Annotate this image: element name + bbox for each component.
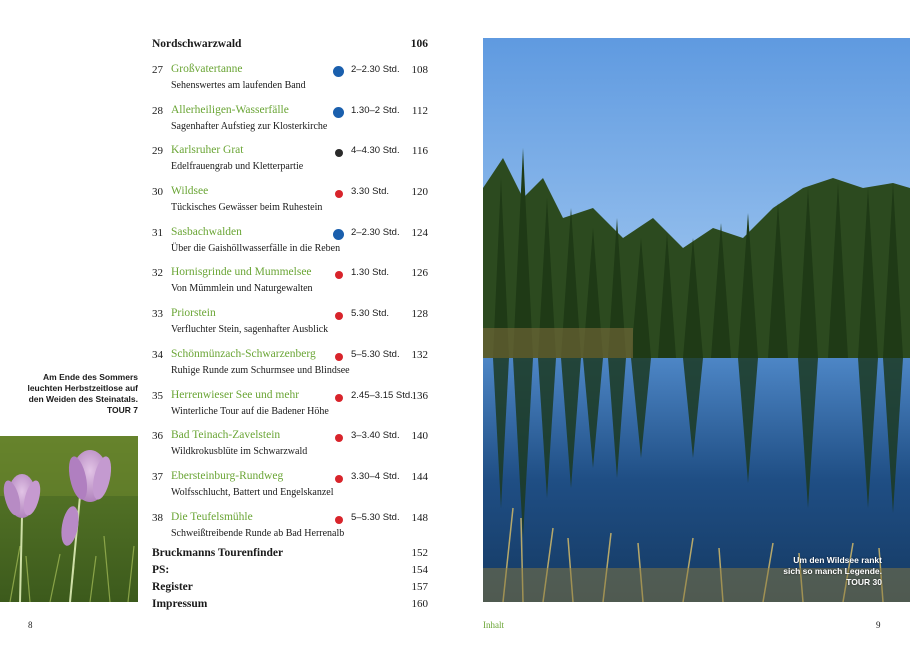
toc-entry [152, 296, 428, 337]
footer-item-label: Bruckmanns Tourenfinder [152, 546, 284, 559]
tour-duration: 1.30 Std. [351, 267, 390, 279]
toc-entry [152, 459, 428, 500]
tour-subtitle: Wolfsschlucht, Battert und Engelskanzel [171, 486, 334, 498]
tour-subtitle: Über die Gaishöllwasserfälle in die Reben [171, 242, 341, 254]
section-title: Nordschwarzwald [152, 38, 242, 50]
tour-subtitle: Schweißtreibende Runde ab Bad Herrenalb [171, 527, 345, 539]
tour-subtitle: Sagenhafter Aufstieg zur Klosterkirche [171, 120, 328, 132]
page-number-left: 8 [28, 620, 33, 630]
caption-line: Um den Wildsee rankt [793, 555, 882, 565]
tour-title: Schönmünzach-Schwarzenberg [171, 347, 316, 360]
difficulty-dot-icon [335, 516, 343, 524]
photo-caption-left [14, 372, 138, 416]
toc-entry [152, 418, 428, 459]
toc-entry [152, 133, 428, 174]
page-number-right: 9 [876, 620, 881, 630]
toc-footer-item [152, 544, 428, 561]
tour-subtitle: Edelfrauengrab und Kletterpartie [171, 161, 304, 173]
tour-duration: 5–5.30 Std. [351, 348, 400, 360]
difficulty-dot-icon [335, 149, 343, 157]
tour-subtitle: Sehenswertes am laufenden Band [171, 80, 306, 91]
tour-page: 136 [411, 389, 428, 402]
tour-number: 35 [152, 389, 163, 402]
tour-page: 124 [411, 226, 428, 239]
tour-page: 148 [411, 511, 428, 524]
running-head: Inhalt [483, 620, 504, 630]
toc-entry [152, 337, 428, 378]
caption-line: sich so manch Legende. [783, 566, 882, 576]
footer-item-page: 152 [411, 546, 428, 559]
difficulty-dot-icon [333, 66, 344, 77]
toc-entry [152, 255, 428, 296]
difficulty-dot-icon [335, 434, 343, 442]
toc-footer-item [152, 578, 428, 595]
toc-entry [152, 500, 428, 541]
tour-number: 34 [152, 348, 163, 361]
tour-page: 116 [411, 145, 428, 158]
caption-line: den Weiden des Steinatals. [28, 394, 138, 404]
tour-number: 37 [152, 470, 163, 483]
tour-title: Sasbachwalden [171, 225, 242, 238]
footer-item-label: Impressum [152, 597, 208, 610]
footer-item-label: Register [152, 580, 193, 593]
tour-title: Karlsruher Grat [171, 144, 244, 157]
tour-number: 28 [152, 104, 163, 117]
tour-number: 36 [152, 430, 163, 443]
tour-number: 32 [152, 267, 163, 280]
tour-subtitle: Wildkrokusblüte im Schwarzwald [171, 446, 308, 458]
tour-page: 108 [411, 64, 428, 76]
difficulty-dot-icon [333, 229, 344, 240]
toc-footer-items [152, 544, 428, 612]
tour-number: 30 [152, 186, 163, 199]
photo-caption-right [782, 555, 882, 588]
tour-number: 27 [152, 64, 163, 76]
toc-entry [152, 378, 428, 419]
toc-footer-item [152, 595, 428, 612]
difficulty-dot-icon [335, 394, 343, 402]
caption-tour-ref: TOUR 7 [106, 405, 138, 415]
toc-entries [152, 52, 428, 540]
difficulty-dot-icon [333, 107, 344, 118]
footer-item-page: 160 [411, 597, 428, 610]
footer-item-label: PS: [152, 563, 170, 576]
tour-page: 132 [411, 348, 428, 361]
tour-page: 120 [411, 186, 428, 199]
tour-duration: 2.45–3.15 Std. [351, 389, 413, 401]
tour-number: 29 [152, 145, 163, 158]
tour-subtitle: Winterliche Tour auf die Badener Höhe [171, 405, 329, 417]
caption-line: Am Ende des Sommers [43, 372, 138, 382]
crocus-photo [0, 436, 138, 602]
difficulty-dot-icon [335, 271, 343, 279]
difficulty-dot-icon [335, 312, 343, 320]
tour-title: Bad Teinach-Zavelstein [171, 429, 281, 442]
footer-item-page: 154 [411, 563, 428, 576]
tour-duration: 3.30–4 Std. [351, 470, 400, 482]
tour-title: Herrenwieser See und mehr [171, 388, 300, 401]
tour-duration: 4–4.30 Std. [351, 145, 400, 157]
tour-title: Priorstein [171, 307, 216, 320]
toc-entry [152, 174, 428, 215]
tour-subtitle: Verfluchter Stein, sagenhafter Ausblick [171, 324, 329, 336]
tour-subtitle: Ruhige Runde zum Schurmsee und Blindsee [171, 364, 350, 376]
table-of-contents [152, 36, 428, 612]
tour-duration: 1.30–2 Std. [351, 104, 400, 116]
toc-entry [152, 215, 428, 256]
toc-entry [152, 52, 428, 93]
footer-item-page: 157 [411, 580, 428, 593]
tour-title: Hornisgrinde und Mummelsee [171, 266, 312, 279]
tour-duration: 3.30 Std. [351, 186, 390, 198]
tour-subtitle: Von Mümmlein und Naturgewalten [171, 283, 313, 295]
tour-page: 112 [411, 104, 428, 117]
caption-tour-ref: TOUR 30 [846, 577, 882, 587]
tour-page: 140 [411, 430, 428, 443]
toc-footer-item [152, 561, 428, 578]
section-heading [152, 36, 428, 52]
tour-title: Ebersteinburg-Rundweg [171, 469, 284, 482]
tour-page: 144 [411, 470, 428, 483]
tour-number: 33 [152, 308, 163, 321]
tour-duration: 2–2.30 Std. [351, 64, 400, 75]
tour-duration: 2–2.30 Std. [351, 226, 400, 238]
tour-page: 128 [411, 308, 428, 321]
tour-title: Wildsee [171, 185, 209, 198]
tour-title: Großvatertanne [171, 63, 243, 75]
section-page: 106 [410, 38, 428, 50]
wildsee-lake-photo [483, 38, 910, 602]
tour-duration: 3–3.40 Std. [351, 430, 400, 442]
toc-entry [152, 93, 428, 134]
tour-subtitle: Tückisches Gewässer beim Ruhestein [171, 202, 323, 214]
difficulty-dot-icon [335, 190, 343, 198]
tour-number: 38 [152, 511, 163, 524]
tour-duration: 5–5.30 Std. [351, 511, 400, 523]
tour-title: Die Teufelsmühle [171, 510, 253, 523]
tour-page: 126 [411, 267, 428, 280]
tour-number: 31 [152, 226, 163, 239]
caption-line: leuchten Herbstzeitlose auf [27, 383, 138, 393]
difficulty-dot-icon [335, 475, 343, 483]
tour-duration: 5.30 Std. [351, 308, 390, 320]
difficulty-dot-icon [335, 353, 343, 361]
tour-title: Allerheiligen-Wasserfälle [171, 103, 289, 116]
